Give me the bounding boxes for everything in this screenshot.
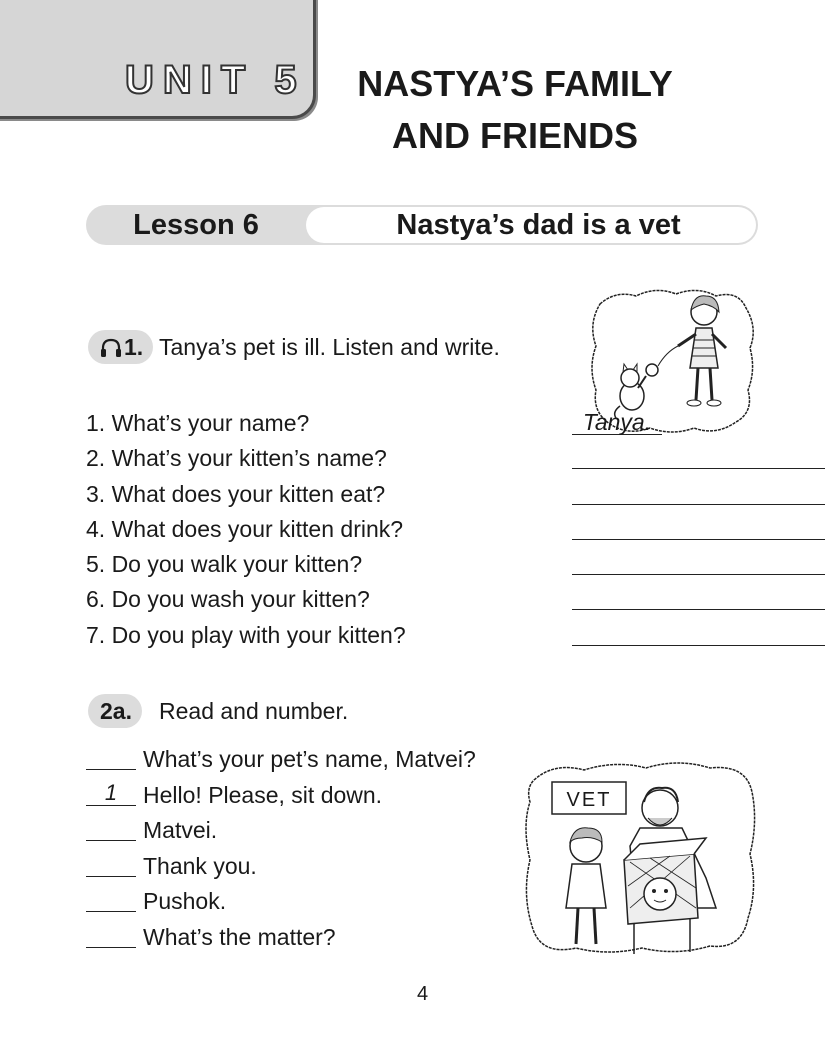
dialogue-text: Hello! Please, sit down. (143, 781, 383, 808)
unit-label: UNIT 5 (125, 58, 306, 102)
dialogue-line (86, 743, 526, 779)
vet-illustration (520, 758, 758, 958)
dialogue-text: What’s your pet’s name, Matvei? (143, 746, 476, 772)
question-row (86, 407, 776, 442)
answer-field[interactable] (572, 504, 825, 505)
dialogue-text: What’s the matter? (143, 923, 336, 950)
answer-field[interactable] (572, 609, 825, 610)
exercise-2a-badge: 2a. (88, 694, 142, 728)
number-blank[interactable] (86, 816, 136, 841)
question-list (86, 407, 776, 654)
exercise-2a-instruction: Read and number. (159, 698, 349, 724)
question-text: 4. What does your kitten drink? (86, 515, 404, 542)
headphones-icon (100, 338, 122, 358)
exercise-1-number: 1. (124, 334, 144, 360)
dialogue-line (86, 921, 526, 957)
unit-title-line2: AND FRIENDS (391, 115, 638, 156)
dialogue-line (86, 885, 526, 921)
dialogue-list (86, 743, 526, 956)
answer-field[interactable] (572, 539, 825, 540)
question-row (86, 442, 776, 477)
number-blank[interactable] (86, 887, 136, 912)
dialogue-text: Thank you. (143, 852, 257, 879)
dialogue-line (86, 850, 526, 886)
dialogue-line (86, 779, 526, 815)
page-number: 4 (416, 983, 429, 1005)
dialogue-line (86, 814, 526, 850)
lesson-title: Nastya’s dad is a vet (396, 209, 681, 241)
answer-field[interactable]: Tanya. (572, 410, 662, 435)
question-row (86, 583, 776, 618)
lesson-number: Lesson 6 (133, 209, 259, 241)
exercise-1-badge (88, 330, 153, 364)
dialogue-text: Matvei. (143, 817, 218, 843)
question-row (86, 513, 776, 548)
question-text: 5. Do you walk your kitten? (86, 551, 363, 578)
number-blank[interactable] (86, 852, 136, 877)
question-row (86, 478, 776, 513)
dialogue-text: Pushok. (143, 888, 227, 914)
question-text: 1. What’s your name? (86, 410, 310, 436)
question-text: 7. Do you play with your kitten? (86, 621, 406, 648)
question-row (86, 619, 776, 654)
question-text: 2. What’s your kitten’s name? (86, 445, 387, 472)
exercise-1-instruction: Tanya’s pet is ill. Listen and write. (159, 334, 500, 360)
answer-field[interactable] (572, 574, 825, 575)
question-row (86, 548, 776, 583)
question-text: 3. What does your kitten eat? (86, 480, 386, 507)
number-blank[interactable] (86, 923, 136, 948)
number-blank[interactable] (86, 745, 136, 770)
answer-field[interactable] (572, 645, 825, 646)
unit-title (330, 58, 700, 162)
answer-field[interactable] (572, 468, 825, 469)
question-text: 6. Do you wash your kitten? (86, 586, 370, 613)
number-blank[interactable]: 1 (86, 781, 136, 806)
vet-sign-text: VET (566, 789, 612, 811)
unit-title-line1: NASTYA’S FAMILY (357, 63, 673, 104)
